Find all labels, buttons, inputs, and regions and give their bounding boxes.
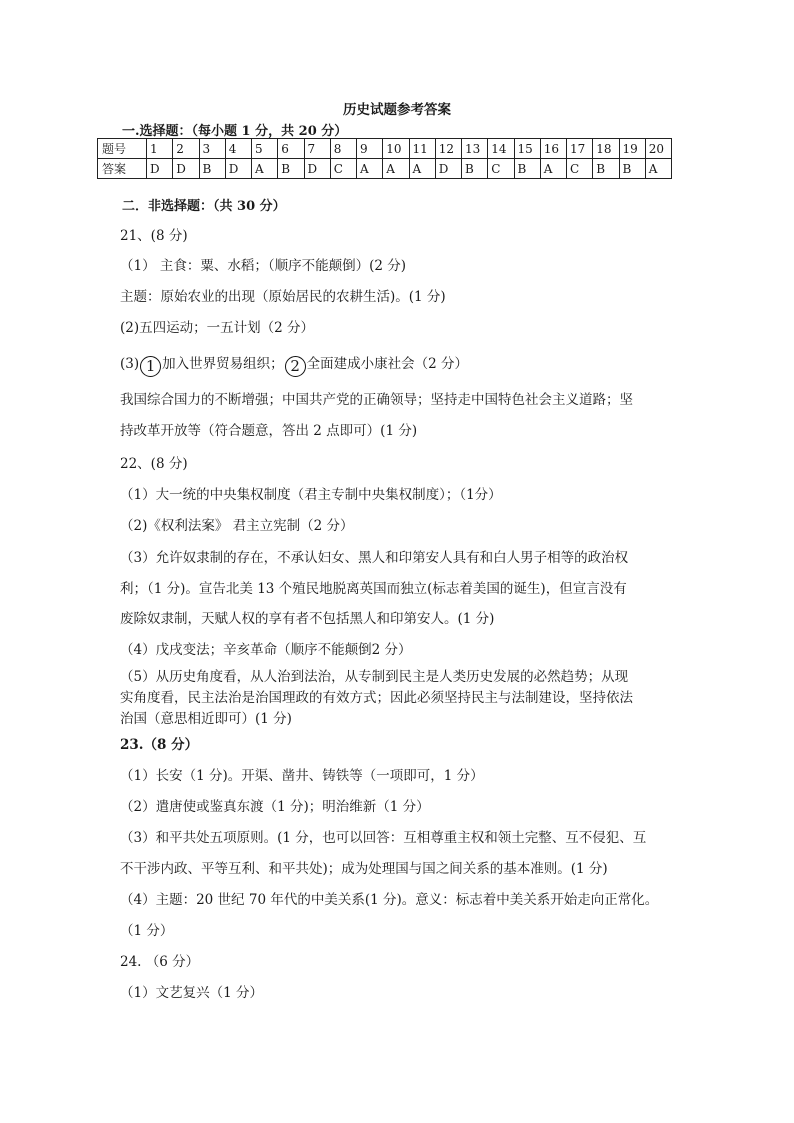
answer-cell: C <box>488 159 514 179</box>
answer-cell: B <box>619 159 645 179</box>
answer-cell: B <box>278 159 304 179</box>
answer-cell: D <box>225 159 251 179</box>
answer-cell: B <box>462 159 488 179</box>
answer-cell: A <box>357 159 383 179</box>
table-row-label: 答案 <box>98 159 147 179</box>
circled-number-1: 1 <box>140 356 161 377</box>
answer-line: （5）从历史角度看，从人治到法治，从专制到民主是人类历史发展的必然趋势；从现 <box>120 669 629 685</box>
question-number: 13 <box>462 139 488 159</box>
answer-line: （2）遣唐使或鉴真东渡（1 分)；明治维新（1 分） <box>120 799 430 815</box>
answer-line: （1） 主食：粟、水稻；（顺序不能颠倒）(2 分) <box>120 258 407 274</box>
answer-cell: A <box>383 159 409 179</box>
answer-line: (2)五四运动；一五计划（2 分） <box>120 320 315 336</box>
answer-line: 持改革开放等（符合题意，答出 2 点即可）(1 分) <box>120 423 418 439</box>
answer-line: 实角度看，民主法治是治国理政的有效方式；因此必须坚持民主与法制建设，坚持依法 <box>120 690 633 706</box>
question-number: 1 <box>147 139 173 159</box>
answer-line: 不干涉内政、平等互利、和平共处)；成为处理国与国之间关系的基本准则。(1 分) <box>120 861 608 877</box>
question-24-heading: 24. （6 分） <box>120 954 200 970</box>
answer-line: 我国综合国力的不断增强；中国共产党的正确领导；坚持走中国特色社会主义道路；坚 <box>120 392 633 408</box>
answer-line: （4）戊戌变法；辛亥革命（顺序不能颠倒2 分） <box>120 642 412 658</box>
answer-cell: B <box>199 159 225 179</box>
question-number: 20 <box>645 139 671 159</box>
question-number: 11 <box>409 139 435 159</box>
answer-line: 利；（1 分)。宣告北美 13 个殖民地脱离英国而独立(标志着美国的诞生)，但宣言没有 <box>120 581 627 597</box>
question-number: 10 <box>383 139 409 159</box>
answer-line: （1）文艺复兴（1 分） <box>120 985 263 1001</box>
answer-cell: A <box>540 159 566 179</box>
answer-cell: A <box>409 159 435 179</box>
question-number: 8 <box>330 139 356 159</box>
question-number: 12 <box>435 139 461 159</box>
answer-cell: B <box>514 159 540 179</box>
answer-cell: C <box>567 159 593 179</box>
answer-cell: D <box>435 159 461 179</box>
answer-line: （1 分） <box>120 923 174 939</box>
question-number: 6 <box>278 139 304 159</box>
question-number: 2 <box>173 139 199 159</box>
question-21-heading: 21、(8 分) <box>120 228 188 244</box>
question-22-heading: 22、(8 分) <box>120 456 188 472</box>
circled-number-2: 2 <box>285 356 306 377</box>
answer-text: 加入世界贸易组织； <box>162 356 284 372</box>
answer-line: （4）主题：20 世纪 70 年代的中美关系(1 分)。意义：标志着中美关系开始走向正常化。 <box>120 892 659 908</box>
answer-line: （3）允许奴隶制的存在，不承认妇女、黑人和印第安人具有和白人男子相等的政治权 <box>120 550 629 566</box>
answer-line: （3）和平共处五项原则。(1 分，也可以回答：互相尊重主权和领土完整、互不侵犯、互 <box>120 830 647 846</box>
answer-line-circled <box>120 352 468 377</box>
answer-line: （2)《权利法案》 君主立宪制（2 分） <box>120 518 354 534</box>
answer-cell: D <box>147 159 173 179</box>
table-row-numbers <box>98 139 672 159</box>
answer-line: （1）大一统的中央集权制度（君主专制中央集权制度）；（1分） <box>120 487 502 503</box>
question-number: 19 <box>619 139 645 159</box>
answer-cell: C <box>330 159 356 179</box>
answer-prefix: (3) <box>120 356 140 372</box>
answer-line: 主题：原始农业的出现（原始居民的农耕生活)。(1 分) <box>120 289 446 305</box>
table-row-label: 题号 <box>98 139 147 159</box>
answer-cell: A <box>252 159 278 179</box>
answer-cell: D <box>173 159 199 179</box>
answer-line: 废除奴隶制，天赋人权的享有者不包括黑人和印第安人。(1 分) <box>120 611 495 627</box>
question-23-heading: 23.（8 分） <box>120 737 199 753</box>
answer-cell: A <box>645 159 671 179</box>
question-number: 9 <box>357 139 383 159</box>
question-number: 14 <box>488 139 514 159</box>
question-number: 7 <box>304 139 330 159</box>
question-number: 15 <box>514 139 540 159</box>
question-number: 16 <box>540 139 566 159</box>
section-non-choice-heading: 二．非选择题：（共 30 分） <box>122 199 286 214</box>
question-number: 18 <box>593 139 619 159</box>
answer-table <box>97 138 672 179</box>
answer-cell: D <box>304 159 330 179</box>
section-multiple-choice-heading: 一.选择题：（每小题 1 分，共 20 分） <box>122 124 348 139</box>
question-number: 4 <box>225 139 251 159</box>
answer-cell: B <box>593 159 619 179</box>
answer-text: 全面建成小康社会（2 分） <box>306 356 469 372</box>
question-number: 5 <box>252 139 278 159</box>
table-row-answers <box>98 159 672 179</box>
answer-line: （1）长安（1 分)。开渠、凿井、铸铁等（一项即可，1 分） <box>120 768 484 784</box>
question-number: 17 <box>567 139 593 159</box>
answer-line: 治国（意思相近即可）(1 分) <box>120 711 292 727</box>
question-number: 3 <box>199 139 225 159</box>
page-title: 历史试题参考答案 <box>343 102 451 118</box>
